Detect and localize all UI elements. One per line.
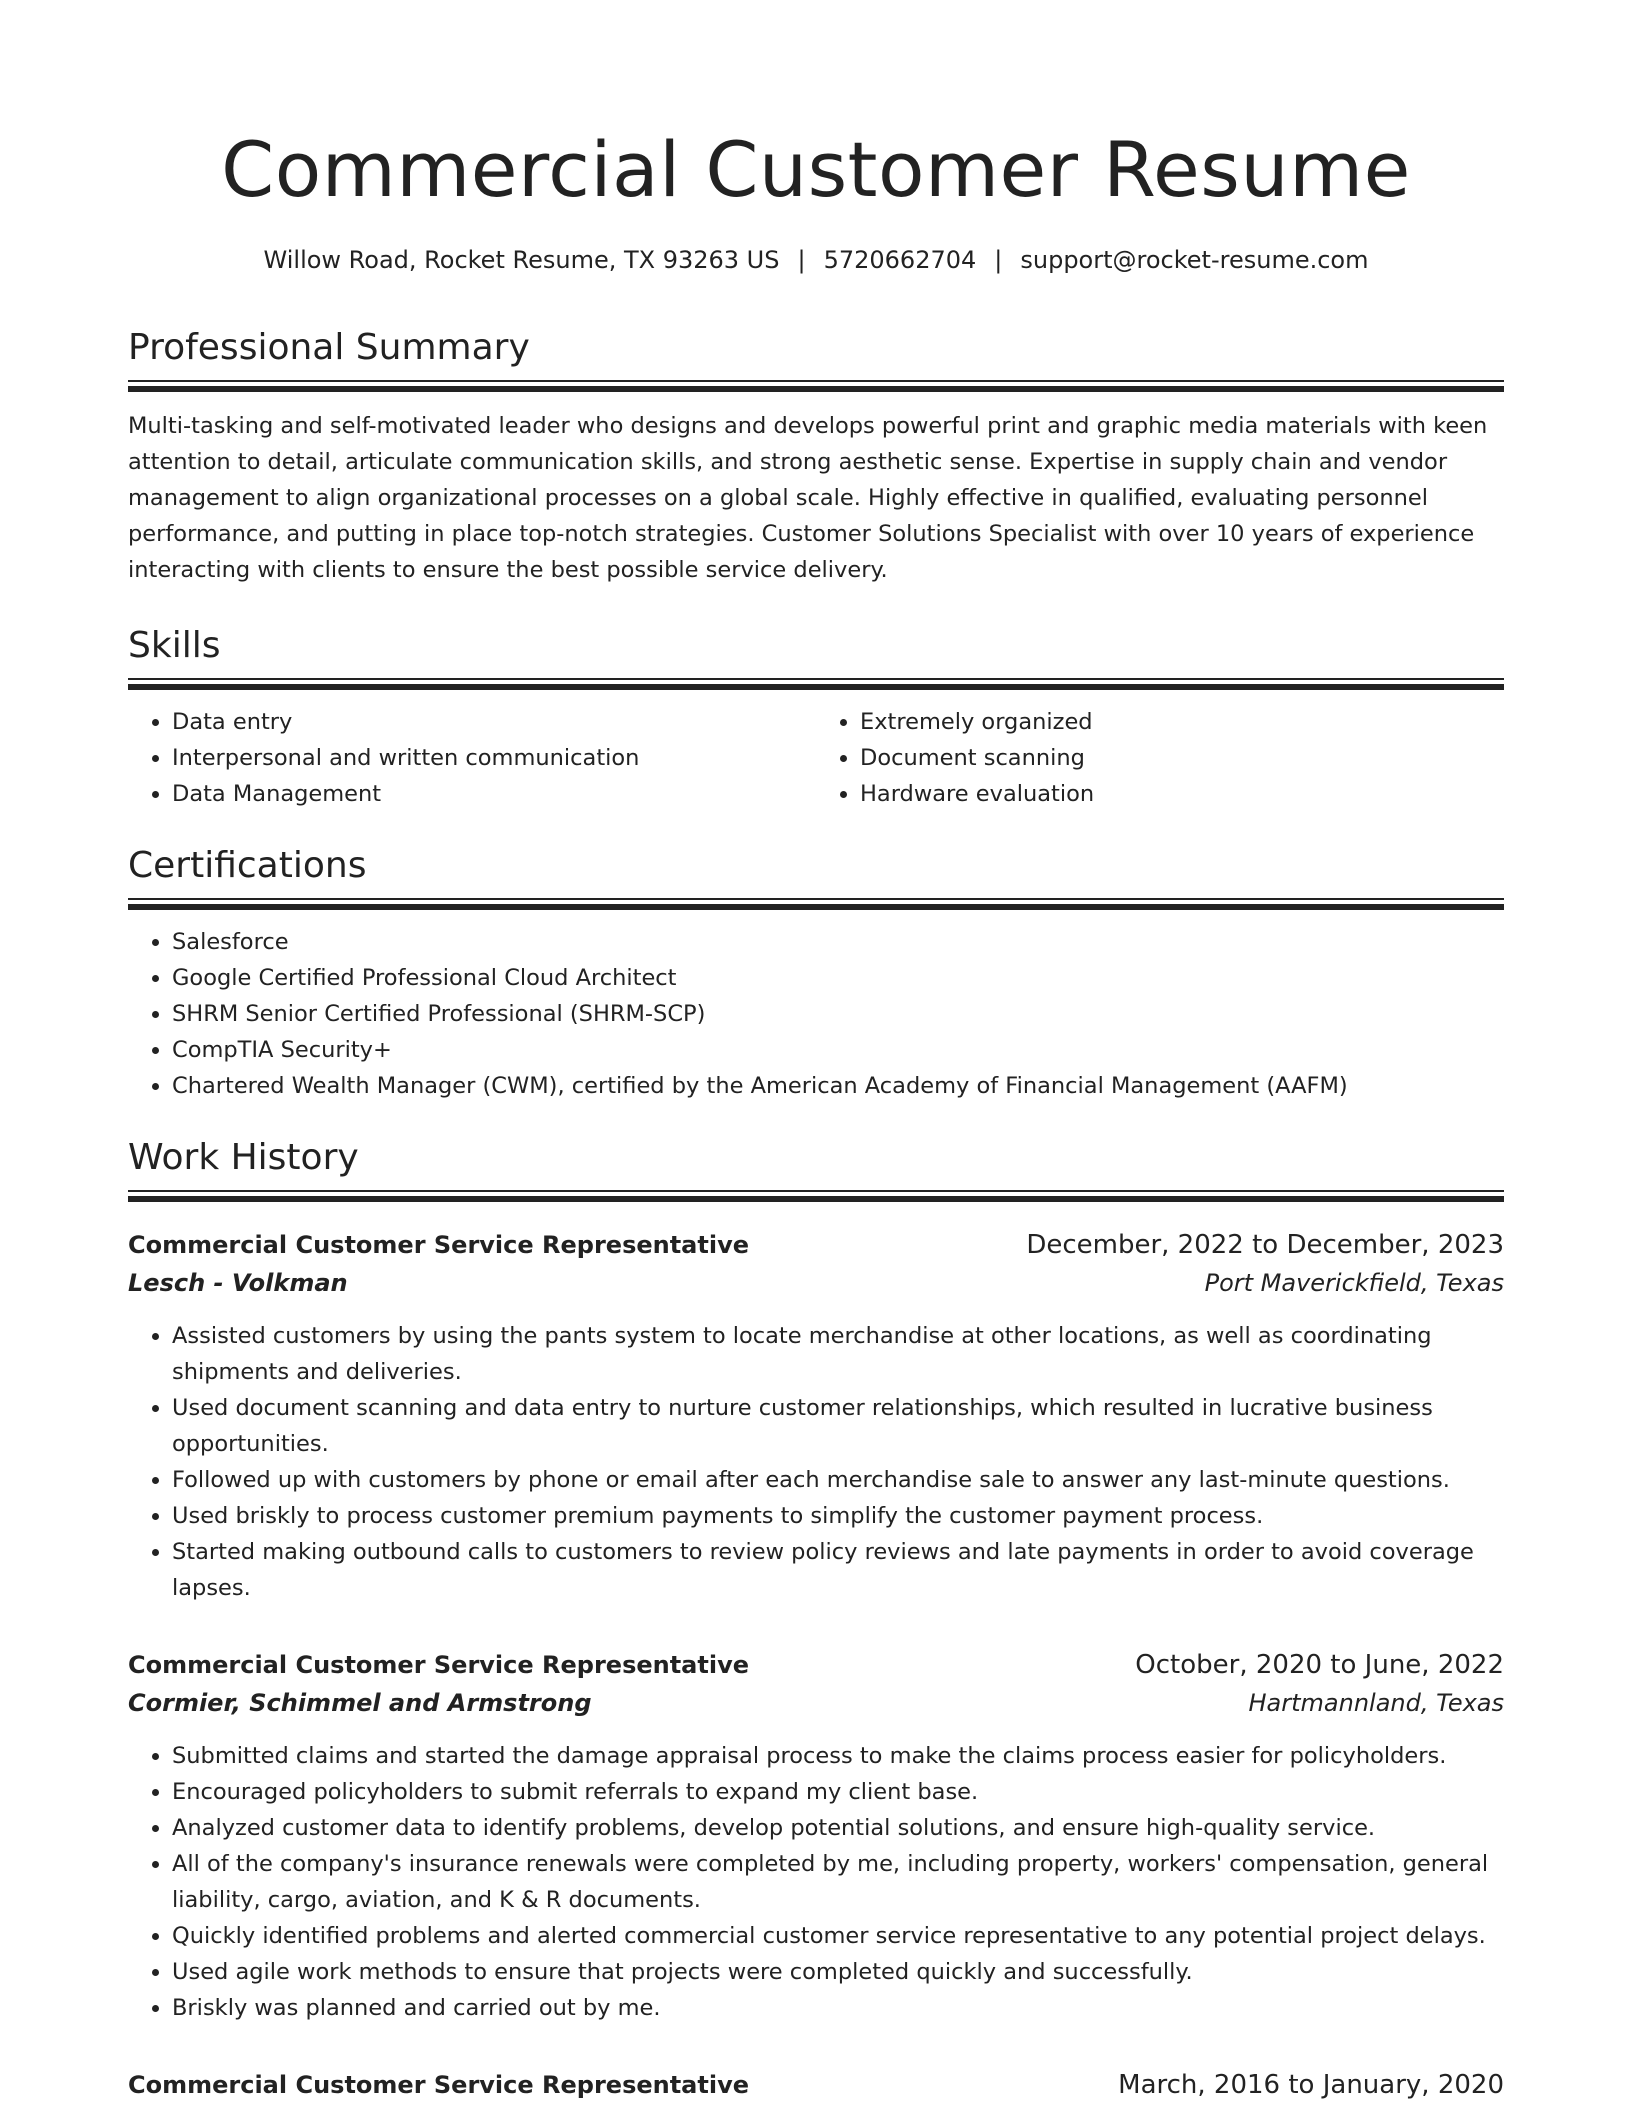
skills-list-right	[816, 704, 1504, 812]
job-company-row	[128, 1264, 1504, 1302]
job-bullet: • All of the company's insurance renewals were completed by me, including property, workers' compensation, general liability, cargo, aviation, and K & R documents.	[172, 1846, 1504, 1918]
resume-page	[128, 0, 1504, 2112]
skills-list-left	[128, 704, 816, 812]
resume-name: Commercial Customer Resume	[221, 125, 1411, 214]
section-divider	[128, 380, 1504, 392]
job-header-row	[128, 1226, 1504, 1264]
job-company: Cormier, Schimmel and Armstrong	[128, 1689, 592, 1717]
skill-item: • Data Management	[172, 776, 816, 812]
job-bullet: • Followed up with customers by phone or email after each merchandise sale to answer any last-minute questions.	[172, 1462, 1504, 1498]
job-bullet: • Used briskly to process customer premium payments to simplify the customer payment process.	[172, 1498, 1504, 1534]
section-title-work-history: Work History	[128, 1137, 359, 1178]
contact-address: Willow Road, Rocket Resume, TX 93263 US	[263, 246, 780, 274]
certification-item: • Google Certified Professional Cloud Architect	[172, 960, 1504, 996]
section-divider	[128, 678, 1504, 690]
job-bullet: • Quickly identified problems and alerted commercial customer service representative to any potential project delays.	[172, 1918, 1504, 1954]
job-bullet: • Started making outbound calls to customers to review policy reviews and late payments in order to avoid coverage lapses.	[172, 1534, 1504, 1606]
certification-item: • CompTIA Security+	[172, 1032, 1504, 1068]
skills-grid	[128, 690, 1504, 812]
job-bullets	[128, 1318, 1504, 1606]
job-bullet: • Encouraged policyholders to submit referrals to expand my client base.	[172, 1774, 1504, 1810]
certification-item: • Salesforce	[172, 924, 1504, 960]
job-location: Port Maverickfield, Texas	[1204, 1269, 1504, 1297]
skill-item: • Data entry	[172, 704, 816, 740]
skill-item: • Hardware evaluation	[860, 776, 1504, 812]
skills-section	[128, 622, 1504, 812]
job-entry	[128, 1646, 1504, 2026]
contact-line	[128, 244, 1504, 276]
job-entry	[128, 1226, 1504, 1606]
job-bullet: • Submitted claims and started the damage appraisal process to make the claims process easier for policyholders.	[172, 1738, 1504, 1774]
job-dates: December, 2022 to December, 2023	[1026, 1230, 1504, 1260]
job-title: Commercial Customer Service Representative	[128, 1231, 749, 1259]
work-history-section	[128, 1134, 1504, 2104]
job-company: Lesch - Volkman	[128, 1269, 348, 1297]
certification-item: • SHRM Senior Certified Professional (SHRM-SCP)	[172, 996, 1504, 1032]
job-header-row	[128, 1646, 1504, 1684]
job-bullet: • Briskly was planned and carried out by me.	[172, 1990, 1504, 2026]
certification-item: • Chartered Wealth Manager (CWM), certified by the American Academy of Financial Management (AAFM)	[172, 1068, 1504, 1104]
skill-item: • Interpersonal and written communication	[172, 740, 816, 776]
job-bullet: • Used document scanning and data entry to nurture customer relationships, which resulted in lucrative business opportunities.	[172, 1390, 1504, 1462]
contact-phone: 5720662704	[823, 246, 977, 274]
job-bullet: • Analyzed customer data to identify problems, develop potential solutions, and ensure high-quality service.	[172, 1810, 1504, 1846]
job-bullets	[128, 1738, 1504, 2026]
job-dates: March, 2016 to January, 2020	[1118, 2070, 1504, 2100]
contact-separator: |	[797, 246, 806, 274]
section-title-summary: Professional Summary	[128, 327, 530, 368]
contact-email: support@rocket-resume.com	[1020, 246, 1369, 274]
section-title-certifications: Certifications	[128, 845, 367, 886]
certifications-list	[128, 924, 1504, 1104]
job-entry	[128, 2066, 1504, 2104]
job-title: Commercial Customer Service Representative	[128, 2071, 749, 2099]
skill-item: • Extremely organized	[860, 704, 1504, 740]
job-bullet: • Assisted customers by using the pants system to locate merchandise at other locations, as well as coordinating shipments and deliveries.	[172, 1318, 1504, 1390]
section-divider	[128, 898, 1504, 910]
summary-text: Multi-tasking and self-motivated leader who designs and develops powerful print and graphic media materials with keen attention to detail, articulate communication skills, and strong aesthetic sense. Expertise in supply chain and vendor management to align organizational processes on a global scale. Highly effective in qualified, evaluating personnel performance, and putting in place top-notch strategies. Customer Solutions Specialist with over 10 years of experience interacting with clients to ensure the best possible service delivery.	[128, 413, 1488, 583]
job-title: Commercial Customer Service Representative	[128, 1651, 749, 1679]
job-header-row	[128, 2066, 1504, 2104]
job-bullet: • Used agile work methods to ensure that projects were completed quickly and successfully.	[172, 1954, 1504, 1990]
job-location: Hartmannland, Texas	[1248, 1689, 1504, 1717]
summary-section	[128, 324, 1504, 588]
section-divider	[128, 1190, 1504, 1202]
job-company-row	[128, 1684, 1504, 1722]
job-dates: October, 2020 to June, 2022	[1135, 1650, 1504, 1680]
section-title-skills: Skills	[128, 625, 221, 666]
contact-separator: |	[994, 246, 1003, 274]
skill-item: • Document scanning	[860, 740, 1504, 776]
certifications-section	[128, 842, 1504, 1104]
